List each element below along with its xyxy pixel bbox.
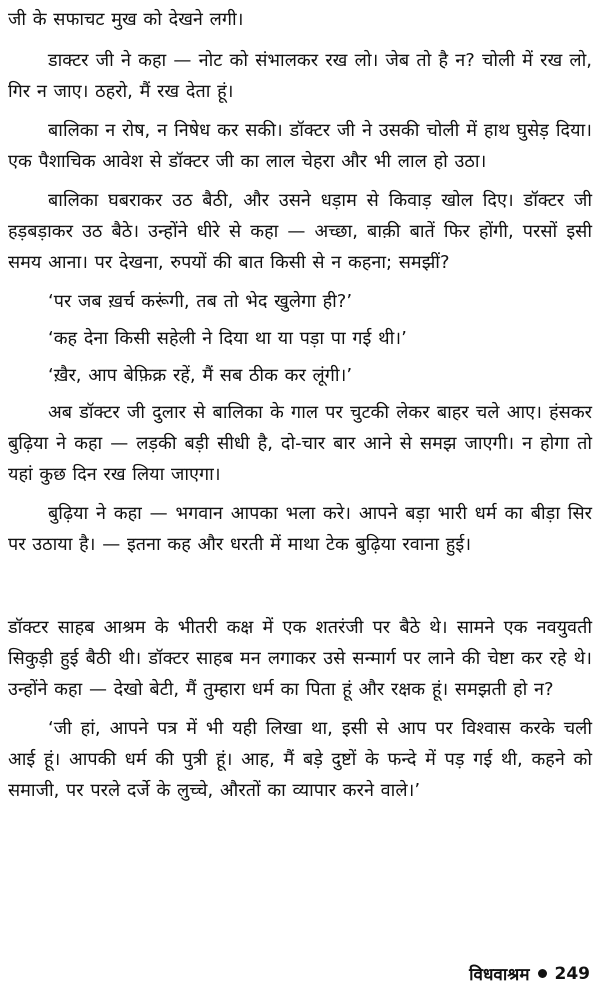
paragraph: बालिका घबराकर उठ बैठी, और उसने धड़ाम से किवाड़ खोल दिए। डॉक्टर जी हड़बड़ाकर उठ बैठे। उन्होंने धीरे से कहा — अच्छा, बाक़ी बातें फिर होंगी, परसों इसी समय आना। पर देखना, रुपयों की बात किसी से न कहना; समझीं? [8, 190, 592, 273]
paragraph-continuation: जी के सफाचट मुख को देखने लगी। [8, 9, 244, 30]
page-number: 249 [554, 963, 590, 984]
bullet-icon [538, 969, 547, 978]
paragraph: डाक्टर जी ने कहा — नोट को संभालकर रख लो। जेब तो है न? चोली में रख लो, गिर न जाए। ठहरो, मैं रख देता हूं। [8, 50, 592, 102]
dialogue-line: ‘पर जब ख़र्च करूंगी, तब तो भेद खुलेगा ही?’ [48, 291, 353, 312]
running-title: विधवाश्रम [469, 965, 530, 985]
paragraph: बुढ़िया ने कहा — भगवान आपका भला करे। आपने बड़ा भारी धर्म का बीड़ा सिर पर उठाया है। — इतना कह और धरती में माथा टेक बुढ़िया रवाना हुई। [8, 503, 592, 555]
page-footer [469, 962, 590, 985]
paragraph-section-start: डॉक्टर साहब आश्रम के भीतरी कक्ष में एक शतरंजी पर बैठे थे। सामने एक नवयुवती सिकुड़ी हुई बैठी थी। डॉक्टर साहब मन लगाकर उसे सन्मार्ग पर लाने की चेष्टा कर रहे थे। उन्होंने कहा — देखो बेटी, मैं तुम्हारा धर्म का पिता हूं और रक्षक हूं। समझती हो न? [8, 617, 592, 700]
paragraph: ‘जी हां, आपने पत्र में भी यही लिखा था, इसी से आप पर विश्वास करके चली आई हूं। आपकी धर्म की पुत्री हूं। आह, मैं बड़े दुष्टों के फन्दे में पड़ गई थी, कहने को समाजी, पर परले दर्जे के लुच्चे, औरतों का व्यापार करने वाले।’ [8, 718, 592, 801]
dialogue-line: ‘ख़ैर, आप बेफ़िक्र रहें, मैं सब ठीक कर लूंगी।’ [48, 365, 353, 386]
dialogue-line: ‘कह देना किसी सहेली ने दिया था या पड़ा पा गई थी।’ [48, 328, 407, 349]
section-break [8, 568, 592, 612]
paragraph: बालिका न रोष, न निषेध कर सकी। डॉक्टर जी ने उसकी चोली में हाथ घुसेड़ दिया। एक पैशाचिक आवेश से डॉक्टर जी का लाल चेहरा और भी लाल हो उठा। [8, 120, 592, 172]
paragraph: अब डॉक्टर जी दुलार से बालिका के गाल पर चुटकी लेकर बाहर चले आए। हंसकर बुढ़िया ने कहा — लड़की बड़ी सीधी है, दो-चार बार आने से समझ जाएगी। न होगा तो यहां कुछ दिन रख लिया जाएगा। [8, 402, 592, 485]
